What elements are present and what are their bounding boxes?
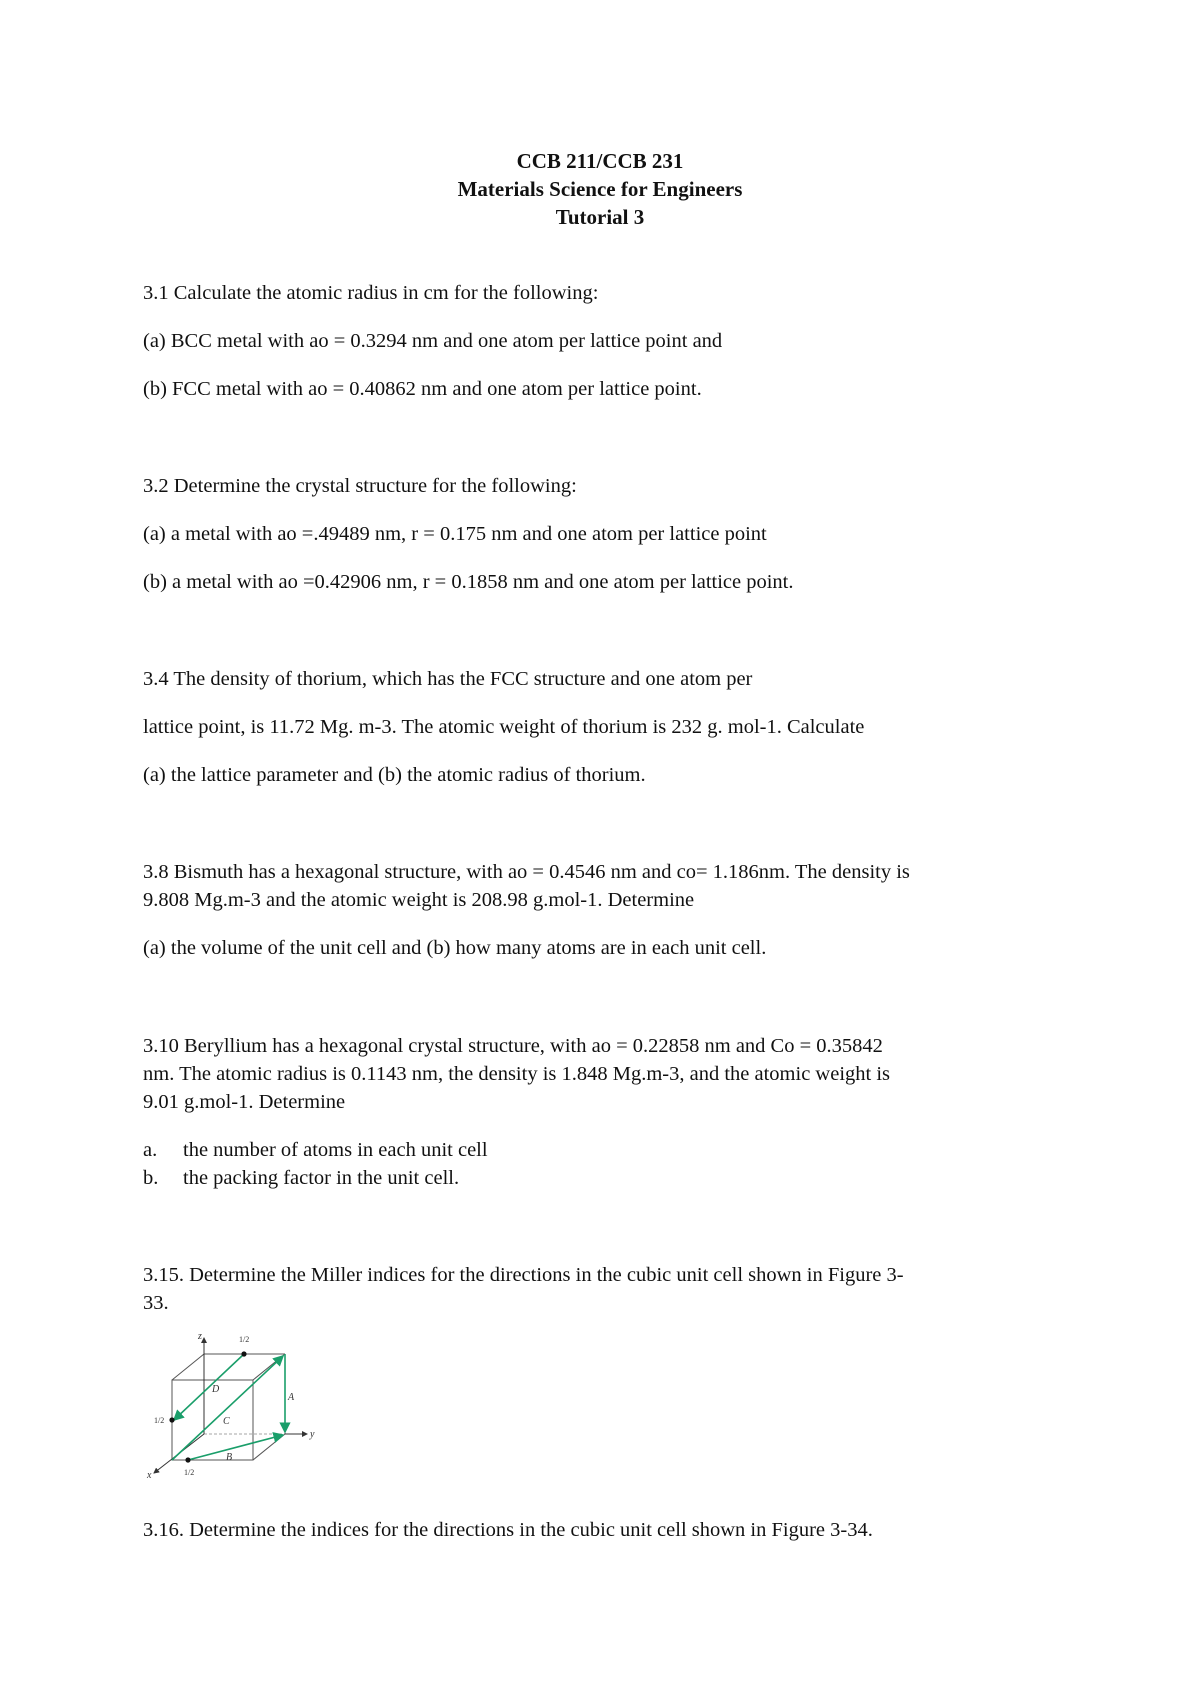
question-3-1-prompt: 3.1 Calculate the atomic radius in cm for the following: [143, 282, 599, 304]
x-axis-label: x [147, 1470, 152, 1481]
question-3-10-line-3: 9.01 g.mol-1. Determine [143, 1091, 346, 1113]
question-3-4-line-3: (a) the lattice parameter and (b) the atomic radius of thorium. [143, 764, 646, 786]
question-3-10-line-2: nm. The atomic radius is 0.1143 nm, the density is 1.848 Mg.m-3, and the atomic weight is [143, 1063, 891, 1085]
direction-a-label: A [288, 1392, 295, 1403]
question-3-15-line-1: 3.15. Determine the Miller indices for the directions in the cubic unit cell shown in Figure 3- [143, 1264, 904, 1286]
list-item-text: the number of atoms in each unit cell [183, 1139, 488, 1161]
question-3-8-line-3: (a) the volume of the unit cell and (b) how many atoms are in each unit cell. [143, 937, 767, 959]
question-3-2-part-b: (b) a metal with ao =0.42906 nm, r = 0.1858 nm and one atom per lattice point. [143, 571, 794, 593]
question-3-2-prompt: 3.2 Determine the crystal structure for the following: [143, 475, 577, 497]
direction-b-label: B [226, 1452, 233, 1463]
question-3-10-item-b [143, 1167, 459, 1190]
half-point-left [169, 1417, 174, 1422]
figure-3-33-cubic-unit-cell [142, 1330, 322, 1482]
direction-d-arrow [174, 1354, 244, 1420]
question-3-16-line-1: 3.16. Determine the indices for the directions in the cubic unit cell shown in Figure 3-34. [143, 1519, 873, 1541]
z-axis-label: z [198, 1331, 202, 1342]
y-axis-label: y [310, 1429, 315, 1440]
half-left-label: 1/2 [154, 1416, 165, 1425]
question-3-4-line-2: lattice point, is 11.72 Mg. m-3. The atomic weight of thorium is 232 g. mol-1. Calculate [143, 716, 865, 738]
direction-c-arrow [172, 1356, 283, 1460]
question-3-8-line-1: 3.8 Bismuth has a hexagonal structure, with ao = 0.4546 nm and co= 1.186nm. The density is [143, 861, 910, 883]
direction-d-label: D [212, 1384, 220, 1395]
question-3-10-line-1: 3.10 Beryllium has a hexagonal crystal structure, with ao = 0.22858 nm and Co = 0.35842 [143, 1035, 883, 1057]
question-3-15-line-2: 33. [143, 1292, 169, 1314]
cubic-unit-cell-diagram [142, 1330, 322, 1482]
tutorial-number: Tutorial 3 [555, 205, 645, 229]
list-marker: b. [143, 1167, 159, 1189]
list-item-text: the packing factor in the unit cell. [183, 1167, 460, 1189]
half-bottom-label: 1/2 [184, 1468, 195, 1477]
question-3-1-part-b: (b) FCC metal with ao = 0.40862 nm and one atom per lattice point. [143, 378, 702, 400]
half-point-top [241, 1351, 246, 1356]
list-marker: a. [143, 1139, 158, 1161]
course-title: Materials Science for Engineers [457, 177, 743, 201]
question-3-4-line-1: 3.4 The density of thorium, which has the FCC structure and one atom per [143, 668, 753, 690]
question-3-8-line-2: 9.808 Mg.m-3 and the atomic weight is 208.98 g.mol-1. Determine [143, 889, 695, 911]
question-3-2-part-a: (a) a metal with ao =.49489 nm, r = 0.175 nm and one atom per lattice point [143, 523, 767, 545]
direction-c-label: C [223, 1416, 230, 1427]
half-top-label: 1/2 [239, 1335, 250, 1344]
question-3-10-item-a [143, 1139, 488, 1162]
question-3-1-part-a: (a) BCC metal with ao = 0.3294 nm and one atom per lattice point and [143, 330, 723, 352]
half-point-bottom [185, 1457, 190, 1462]
course-code: CCB 211/CCB 231 [516, 149, 684, 173]
